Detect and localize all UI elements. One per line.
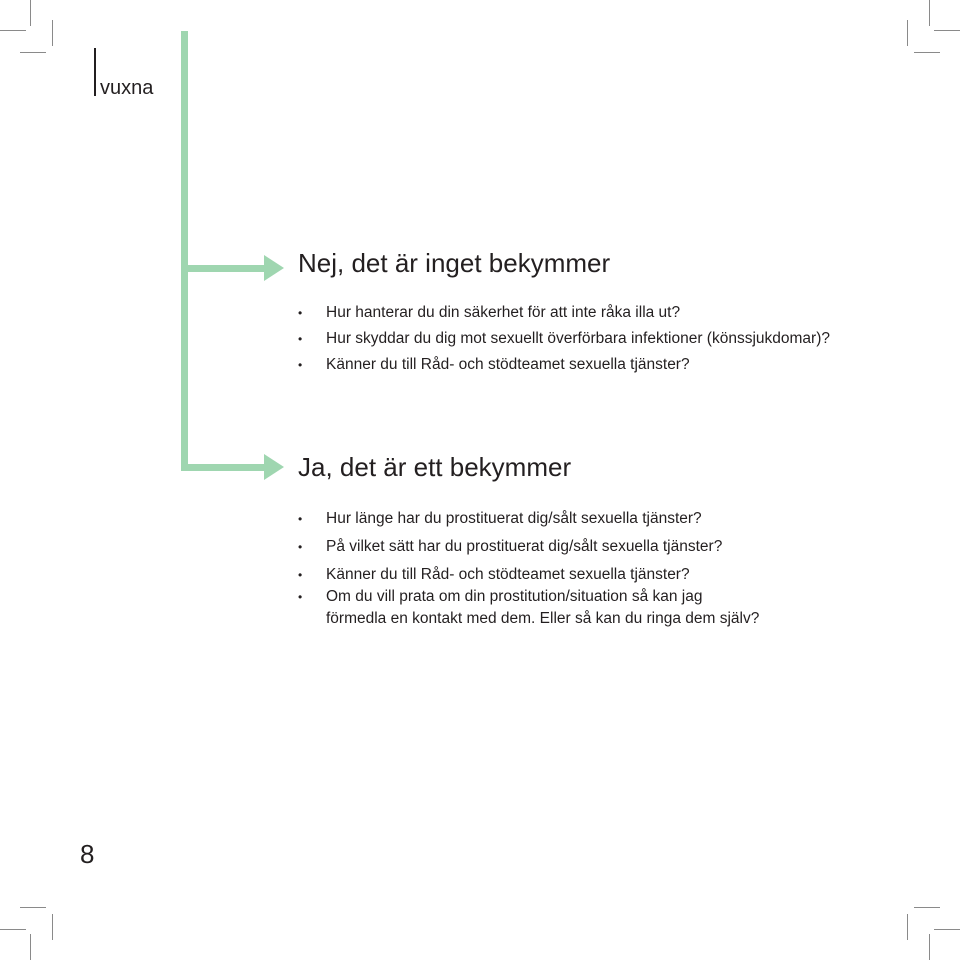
crop-mark [914,907,940,908]
crop-mark [52,914,53,940]
crop-mark [907,914,908,940]
flow-rail [181,31,188,471]
crop-mark [0,30,26,31]
bullet: • [298,540,303,554]
question-list-no-concern [298,302,830,380]
branch-arrow-shaft-no [181,265,271,272]
list-item [298,302,830,328]
crop-mark [929,0,930,26]
bullet: • [298,512,303,526]
question-text: Hur hanterar du din säkerhet för att inte råka illa ut? [326,304,681,321]
question-text: Hur länge har du prostituerat dig/sålt sexuella tjänster? [326,510,702,527]
arrow-right-icon [264,454,284,480]
crop-mark [20,907,46,908]
list-item [298,354,830,380]
crop-mark [20,52,46,53]
crop-mark [30,0,31,26]
crop-mark [52,20,53,46]
question-list-is-concern [298,508,759,630]
list-item-continuation [298,608,759,630]
crop-mark [0,929,26,930]
crop-mark [934,929,960,930]
question-text: förmedla en kontakt med dem. Eller så kan du ringa dem själv? [326,610,760,627]
list-item [298,328,830,354]
crop-mark [914,52,940,53]
bullet: • [298,358,303,372]
question-text: Känner du till Råd- och stödteamet sexuella tjänster? [326,566,690,583]
crop-mark [30,934,31,960]
bullet: • [298,332,303,346]
branch-arrow-shaft-yes [181,464,271,471]
list-item [298,564,759,586]
heading-no-concern: Nej, det är inget bekymmer [298,248,611,278]
section-marker-bar [94,48,96,96]
list-item [298,508,759,530]
bullet: • [298,590,303,604]
question-text: Hur skyddar du dig mot sexuellt överförbara infektioner (könssjukdomar)? [326,330,830,347]
list-item [298,536,759,558]
section-label: vuxna [100,77,154,99]
bullet: • [298,306,303,320]
question-text: Känner du till Råd- och stödteamet sexuella tjänster? [326,356,690,373]
question-text: På vilket sätt har du prostituerat dig/sålt sexuella tjänster? [326,538,723,555]
crop-mark [929,934,930,960]
crop-mark [907,20,908,46]
crop-mark [934,30,960,31]
heading-is-concern: Ja, det är ett bekymmer [298,452,572,482]
bullet: • [298,568,303,582]
question-text: Om du vill prata om din prostitution/situation så kan jag [326,588,703,605]
arrow-right-icon [264,255,284,281]
page-number: 8 [80,839,95,869]
list-item [298,586,759,608]
